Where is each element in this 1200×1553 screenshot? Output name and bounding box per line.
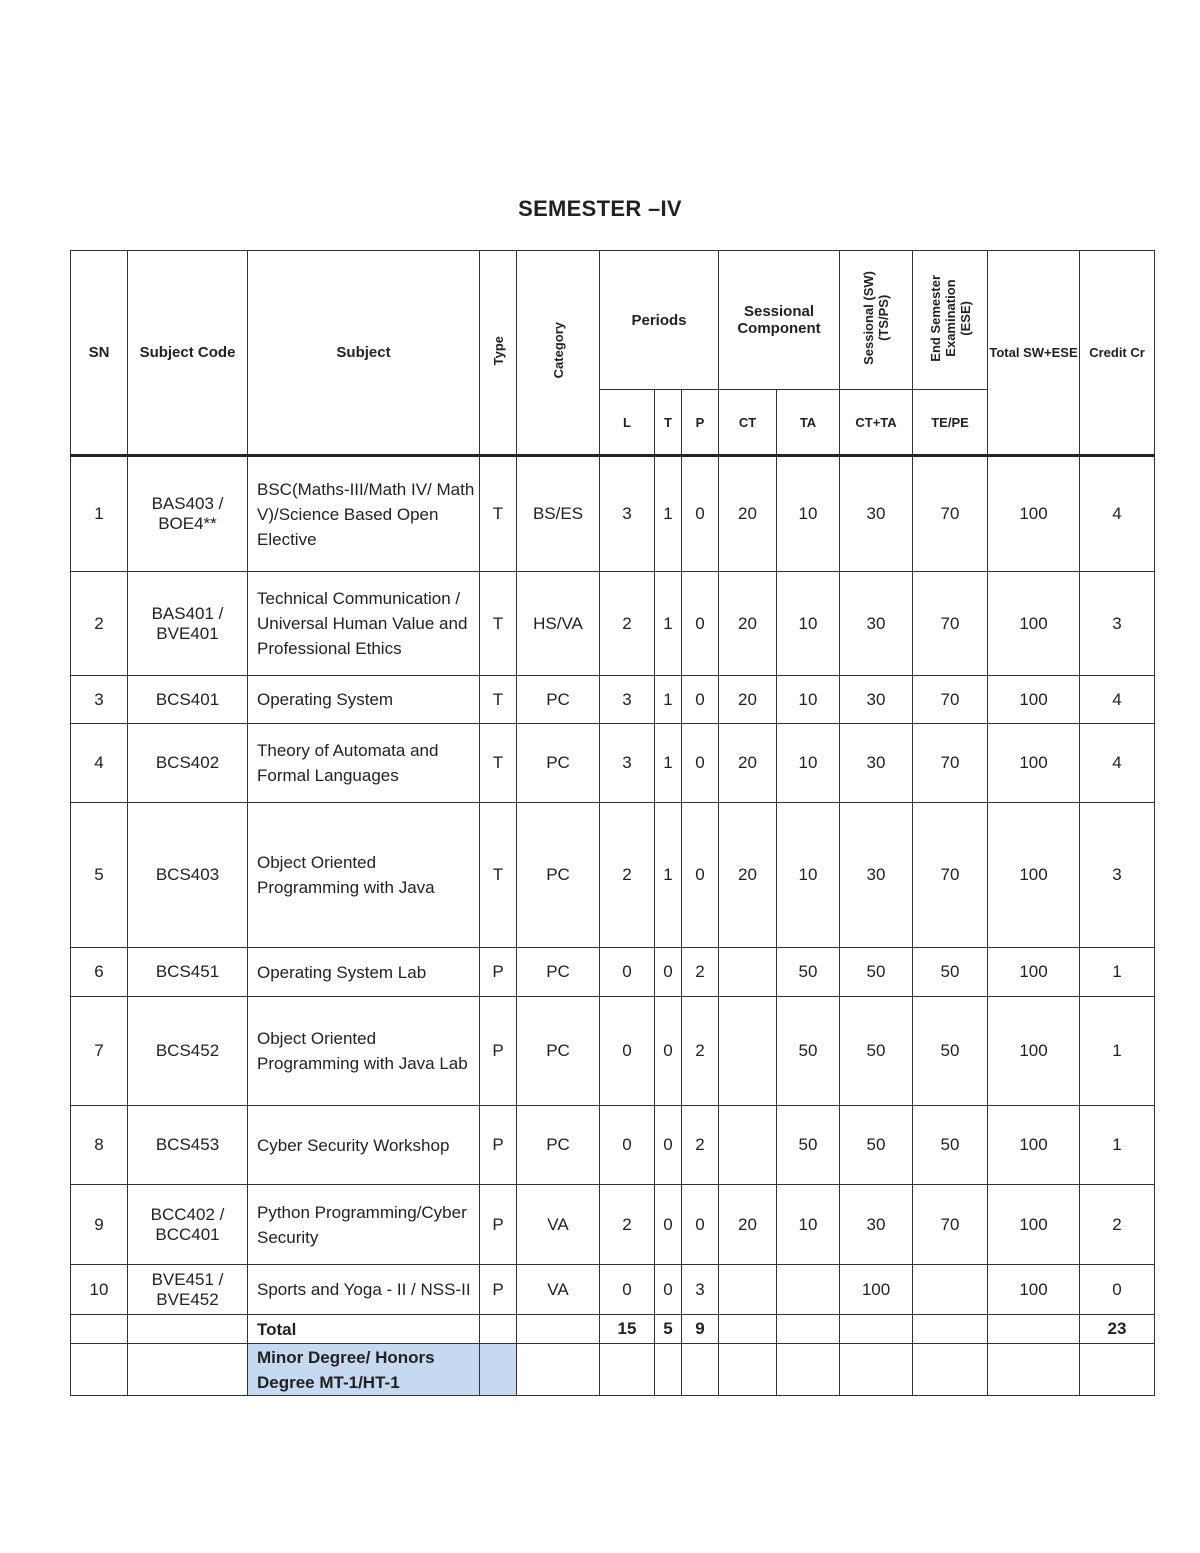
cell-type: T [480, 456, 517, 572]
cell-l: 3 [600, 456, 655, 572]
minor-degree-empty-cell [913, 1344, 988, 1396]
header-te-pe: TE/PE [913, 390, 988, 456]
total-cell-ese [913, 1315, 988, 1344]
cell-t: 1 [655, 724, 682, 803]
cell-code: BVE451 / BVE452 [128, 1265, 248, 1315]
header-subject: Subject [248, 251, 480, 456]
curriculum-table [70, 250, 1155, 1396]
cell-ct: 20 [719, 676, 777, 724]
cell-ct: 20 [719, 1185, 777, 1265]
header-credit: Credit Cr [1080, 251, 1155, 456]
total-row [71, 1315, 1155, 1344]
cell-ta: 50 [777, 997, 840, 1106]
cell-code: BCS402 [128, 724, 248, 803]
minor-degree-empty-cell [719, 1344, 777, 1396]
total-cell-ct [719, 1315, 777, 1344]
cell-subject: Object Oriented Programming with Java [248, 803, 480, 948]
cell-ct: 20 [719, 724, 777, 803]
cell-p: 0 [682, 803, 719, 948]
cell-l: 0 [600, 948, 655, 997]
cell-code: BCC402 / BCC401 [128, 1185, 248, 1265]
minor-degree-empty-cell [777, 1344, 840, 1396]
cell-ct: 20 [719, 803, 777, 948]
header-sessional-sw: Sessional (SW) (TS/PS) [840, 251, 913, 390]
cell-credit: 4 [1080, 456, 1155, 572]
cell-type: T [480, 572, 517, 676]
cell-ese: 50 [913, 948, 988, 997]
cell-code: BAS401 / BVE401 [128, 572, 248, 676]
cell-l: 0 [600, 997, 655, 1106]
cell-ct: 20 [719, 456, 777, 572]
cell-total: 100 [988, 572, 1080, 676]
table-row [71, 676, 1155, 724]
cell-subject: Theory of Automata and Formal Languages [248, 724, 480, 803]
minor-degree-empty-cell [128, 1344, 248, 1396]
minor-degree-empty-cell [682, 1344, 719, 1396]
cell-ta: 10 [777, 1185, 840, 1265]
cell-sn: 10 [71, 1265, 128, 1315]
cell-ese [913, 1265, 988, 1315]
cell-type: T [480, 724, 517, 803]
table-row [71, 1265, 1155, 1315]
cell-ta [777, 1265, 840, 1315]
cell-l: 3 [600, 724, 655, 803]
cell-ct [719, 997, 777, 1106]
cell-t: 1 [655, 456, 682, 572]
cell-ese: 50 [913, 997, 988, 1106]
cell-subject: Operating System Lab [248, 948, 480, 997]
cell-type: P [480, 1265, 517, 1315]
total-cell-t: 5 [655, 1315, 682, 1344]
table-row [71, 456, 1155, 572]
cell-sn: 4 [71, 724, 128, 803]
cell-subject: BSC(Maths-III/Math IV/ Math V)/Science Based Open Elective [248, 456, 480, 572]
minor-degree-empty-cell [655, 1344, 682, 1396]
cell-credit: 0 [1080, 1265, 1155, 1315]
cell-credit: 1 [1080, 948, 1155, 997]
page-title: SEMESTER –IV [518, 196, 682, 221]
minor-degree-empty-cell [1080, 1344, 1155, 1396]
cell-type: P [480, 1106, 517, 1185]
cell-t: 1 [655, 676, 682, 724]
cell-credit: 3 [1080, 572, 1155, 676]
cell-sw: 30 [840, 1185, 913, 1265]
total-cell-total [988, 1315, 1080, 1344]
cell-l: 2 [600, 572, 655, 676]
cell-credit: 4 [1080, 724, 1155, 803]
minor-degree-empty-cell [840, 1344, 913, 1396]
cell-ese: 70 [913, 724, 988, 803]
cell-t: 0 [655, 997, 682, 1106]
total-cell-credit: 23 [1080, 1315, 1155, 1344]
cell-ese: 50 [913, 1106, 988, 1185]
total-cell-type [480, 1315, 517, 1344]
header-ct-ta: CT+TA [840, 390, 913, 456]
header-type: Type [480, 251, 517, 456]
cell-total: 100 [988, 456, 1080, 572]
cell-category: PC [517, 948, 600, 997]
table-row [71, 1106, 1155, 1185]
cell-t: 1 [655, 572, 682, 676]
cell-t: 0 [655, 1106, 682, 1185]
cell-code: BCS403 [128, 803, 248, 948]
cell-p: 2 [682, 997, 719, 1106]
cell-sw: 30 [840, 572, 913, 676]
cell-sw: 30 [840, 676, 913, 724]
cell-sw: 30 [840, 456, 913, 572]
cell-p: 0 [682, 456, 719, 572]
minor-degree-empty-cell [600, 1344, 655, 1396]
cell-ese: 70 [913, 1185, 988, 1265]
total-cell-category [517, 1315, 600, 1344]
cell-type: P [480, 948, 517, 997]
cell-category: PC [517, 997, 600, 1106]
cell-ta: 50 [777, 1106, 840, 1185]
header-category: Category [517, 251, 600, 456]
cell-category: HS/VA [517, 572, 600, 676]
cell-type: T [480, 803, 517, 948]
cell-sw: 100 [840, 1265, 913, 1315]
table-row [71, 1185, 1155, 1265]
cell-total: 100 [988, 1106, 1080, 1185]
cell-p: 3 [682, 1265, 719, 1315]
cell-credit: 2 [1080, 1185, 1155, 1265]
cell-subject: Technical Communication / Universal Human Value and Professional Ethics [248, 572, 480, 676]
cell-sn: 3 [71, 676, 128, 724]
cell-sw: 50 [840, 997, 913, 1106]
cell-l: 3 [600, 676, 655, 724]
cell-type: P [480, 997, 517, 1106]
cell-code: BCS451 [128, 948, 248, 997]
cell-t: 1 [655, 803, 682, 948]
cell-l: 2 [600, 1185, 655, 1265]
cell-category: VA [517, 1185, 600, 1265]
cell-credit: 4 [1080, 676, 1155, 724]
header-end-semester: End Semester Examination (ESE) [913, 251, 988, 390]
cell-subject: Operating System [248, 676, 480, 724]
cell-subject: Cyber Security Workshop [248, 1106, 480, 1185]
cell-subject: Sports and Yoga - II / NSS-II [248, 1265, 480, 1315]
cell-t: 0 [655, 1265, 682, 1315]
cell-ta: 50 [777, 948, 840, 997]
cell-category: PC [517, 724, 600, 803]
cell-code: BCS401 [128, 676, 248, 724]
cell-ese: 70 [913, 456, 988, 572]
total-cell-sw [840, 1315, 913, 1344]
total-cell-p: 9 [682, 1315, 719, 1344]
cell-ct: 20 [719, 572, 777, 676]
cell-ta: 10 [777, 676, 840, 724]
cell-ta: 10 [777, 456, 840, 572]
cell-ta: 10 [777, 572, 840, 676]
cell-total: 100 [988, 1185, 1080, 1265]
cell-p: 0 [682, 676, 719, 724]
cell-ct [719, 1106, 777, 1185]
header-ct: CT [719, 390, 777, 456]
cell-sw: 30 [840, 803, 913, 948]
cell-ese: 70 [913, 676, 988, 724]
table-row [71, 948, 1155, 997]
cell-ese: 70 [913, 803, 988, 948]
cell-sw: 30 [840, 724, 913, 803]
header-l: L [600, 390, 655, 456]
cell-p: 2 [682, 948, 719, 997]
total-cell-code [128, 1315, 248, 1344]
cell-p: 0 [682, 724, 719, 803]
cell-total: 100 [988, 803, 1080, 948]
table-body [71, 456, 1155, 1396]
cell-ese: 70 [913, 572, 988, 676]
cell-total: 100 [988, 724, 1080, 803]
cell-sn: 7 [71, 997, 128, 1106]
cell-sn: 5 [71, 803, 128, 948]
cell-p: 0 [682, 1185, 719, 1265]
cell-t: 0 [655, 1185, 682, 1265]
cell-p: 2 [682, 1106, 719, 1185]
cell-l: 0 [600, 1106, 655, 1185]
cell-category: VA [517, 1265, 600, 1315]
cell-subject: Object Oriented Programming with Java Lab [248, 997, 480, 1106]
cell-total: 100 [988, 676, 1080, 724]
cell-sn: 1 [71, 456, 128, 572]
minor-degree-row [71, 1344, 1155, 1396]
cell-sn: 9 [71, 1185, 128, 1265]
cell-code: BAS403 / BOE4** [128, 456, 248, 572]
header-p: P [682, 390, 719, 456]
cell-category: PC [517, 676, 600, 724]
total-cell-sn [71, 1315, 128, 1344]
minor-degree-empty-cell [71, 1344, 128, 1396]
cell-ta: 10 [777, 724, 840, 803]
cell-type: T [480, 676, 517, 724]
cell-sn: 8 [71, 1106, 128, 1185]
header-sessional-component: Sessional Component [719, 251, 840, 390]
cell-t: 0 [655, 948, 682, 997]
cell-total: 100 [988, 1265, 1080, 1315]
total-cell-l: 15 [600, 1315, 655, 1344]
cell-ct [719, 948, 777, 997]
header-sn: SN [71, 251, 128, 456]
header-periods: Periods [600, 251, 719, 390]
header-t: T [655, 390, 682, 456]
cell-l: 2 [600, 803, 655, 948]
table-row [71, 572, 1155, 676]
cell-sw: 50 [840, 948, 913, 997]
total-cell-label: Total [248, 1315, 480, 1344]
cell-credit: 3 [1080, 803, 1155, 948]
header-subject-code: Subject Code [128, 251, 248, 456]
cell-type: P [480, 1185, 517, 1265]
cell-code: BCS453 [128, 1106, 248, 1185]
cell-credit: 1 [1080, 1106, 1155, 1185]
header-ta: TA [777, 390, 840, 456]
cell-category: PC [517, 803, 600, 948]
cell-category: BS/ES [517, 456, 600, 572]
cell-ta: 10 [777, 803, 840, 948]
cell-l: 0 [600, 1265, 655, 1315]
cell-code: BCS452 [128, 997, 248, 1106]
header-total: Total SW+ESE [988, 251, 1080, 456]
minor-degree-empty-cell [517, 1344, 600, 1396]
cell-ct [719, 1265, 777, 1315]
cell-sn: 6 [71, 948, 128, 997]
cell-sn: 2 [71, 572, 128, 676]
total-cell-ta [777, 1315, 840, 1344]
cell-sw: 50 [840, 1106, 913, 1185]
cell-total: 100 [988, 997, 1080, 1106]
minor-degree-highlight [480, 1344, 517, 1396]
minor-degree-label: Minor Degree/ Honors Degree MT-1/HT-1 [248, 1344, 480, 1396]
table-row [71, 724, 1155, 803]
table-row [71, 803, 1155, 948]
cell-p: 0 [682, 572, 719, 676]
minor-degree-empty-cell [988, 1344, 1080, 1396]
table-row [71, 997, 1155, 1106]
cell-credit: 1 [1080, 997, 1155, 1106]
cell-total: 100 [988, 948, 1080, 997]
cell-subject: Python Programming/Cyber Security [248, 1185, 480, 1265]
cell-category: PC [517, 1106, 600, 1185]
